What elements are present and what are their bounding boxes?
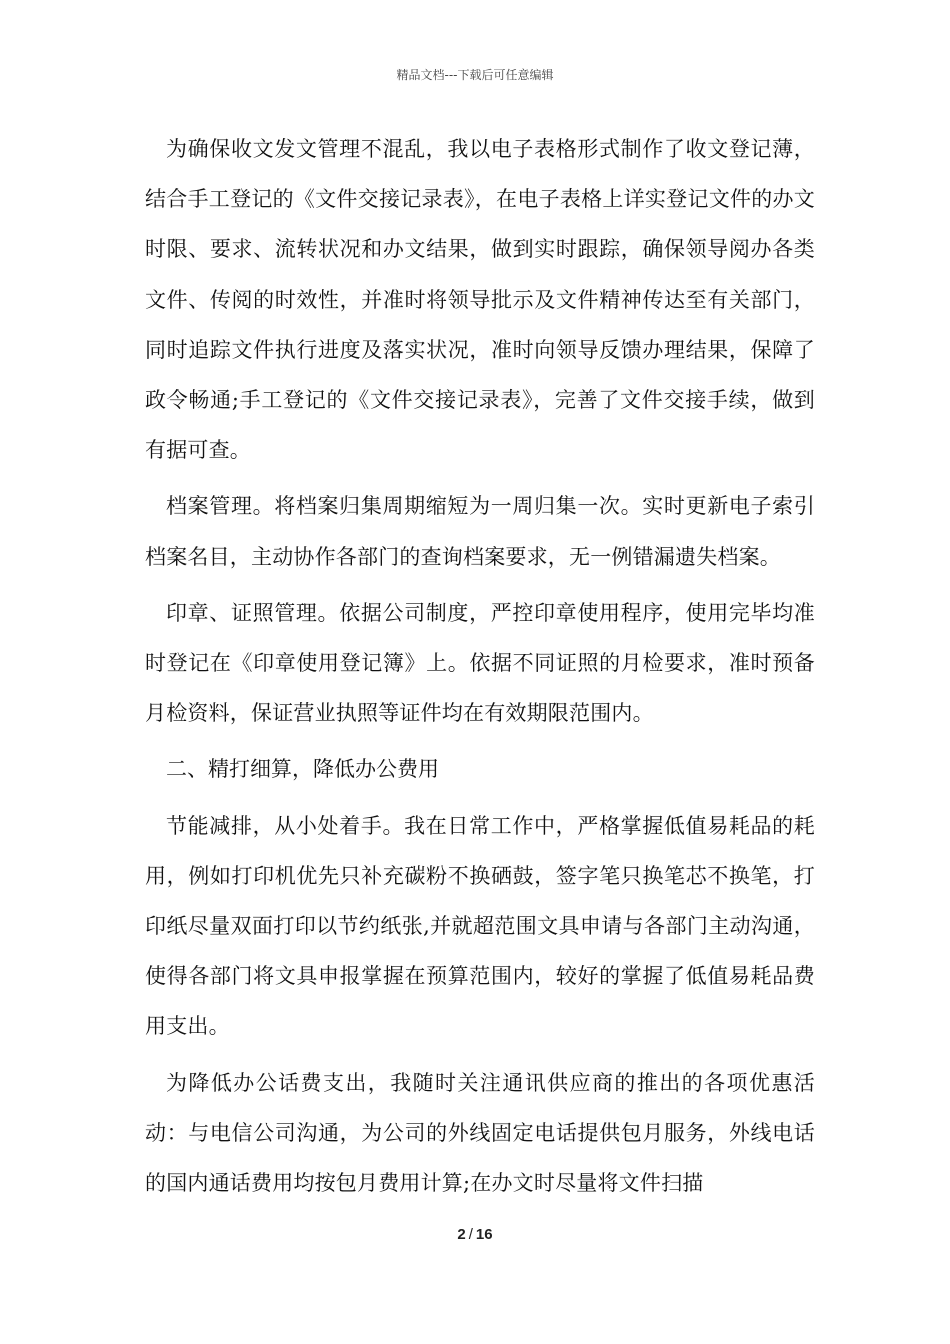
total-pages-number: 16: [475, 1226, 493, 1243]
current-page-number: 2: [457, 1226, 466, 1243]
page-separator: /: [468, 1226, 473, 1243]
paragraph-energy-saving: 节能减排，从小处着手。我在日常工作中，严格掌握低值易耗品的耗用，例如打印机优先只补充碳粉不换硒鼓，签字笔只换笔芯不换笔，打印纸尽量双面打印以节约纸张,并就超范围文具申请与各部门主动沟通，使得各部门将文具申报掌握在预算范围内，较好的掌握了低值易耗品费用支出。: [145, 813, 815, 1039]
document-body: [145, 124, 815, 1214]
page-header: 精品文档---下载后可任意编辑: [396, 68, 554, 82]
paragraph-seal-license-management: 印章、证照管理。依据公司制度，严控印章使用程序，使用完毕均准时登记在《印章使用登记簿》上。依据不同证照的月检要求，准时预备月检资料，保证营业执照等证件均在有效期限范围内。: [145, 600, 815, 726]
page-number: [0, 1226, 950, 1243]
paragraph-phone-cost: 为降低办公话费支出，我随时关注通讯供应商的推出的各项优惠活动：与电信公司沟通，为公司的外线固定电话提供包月服务，外线电话的国内通话费用均按包月费用计算;在办文时尽量将文件扫描: [145, 1070, 815, 1196]
section-heading-cost-saving: 二、精打细算，降低办公费用: [166, 757, 439, 782]
paragraph-archive-management: 档案管理。将档案归集周期缩短为一周归集一次。实时更新电子索引档案名目，主动协作各部门的查询档案要求，无一例错漏遗失档案。: [145, 494, 815, 569]
paragraph-document-receipt: 为确保收文发文管理不混乱，我以电子表格形式制作了收文登记薄，结合手工登记的《文件交接记录表》，在电子表格上详实登记文件的办文时限、要求、流转状况和办文结果，做到实时跟踪，确保领导阅办各类文件、传阅的时效性，并准时将领导批示及文件精神传达至有关部门，同时追踪文件执行进度及落实状况，准时向领导反馈办理结果，保障了政令畅通;手工登记的《文件交接记录表》，完善了文件交接手续，做到有据可查。: [145, 137, 815, 463]
